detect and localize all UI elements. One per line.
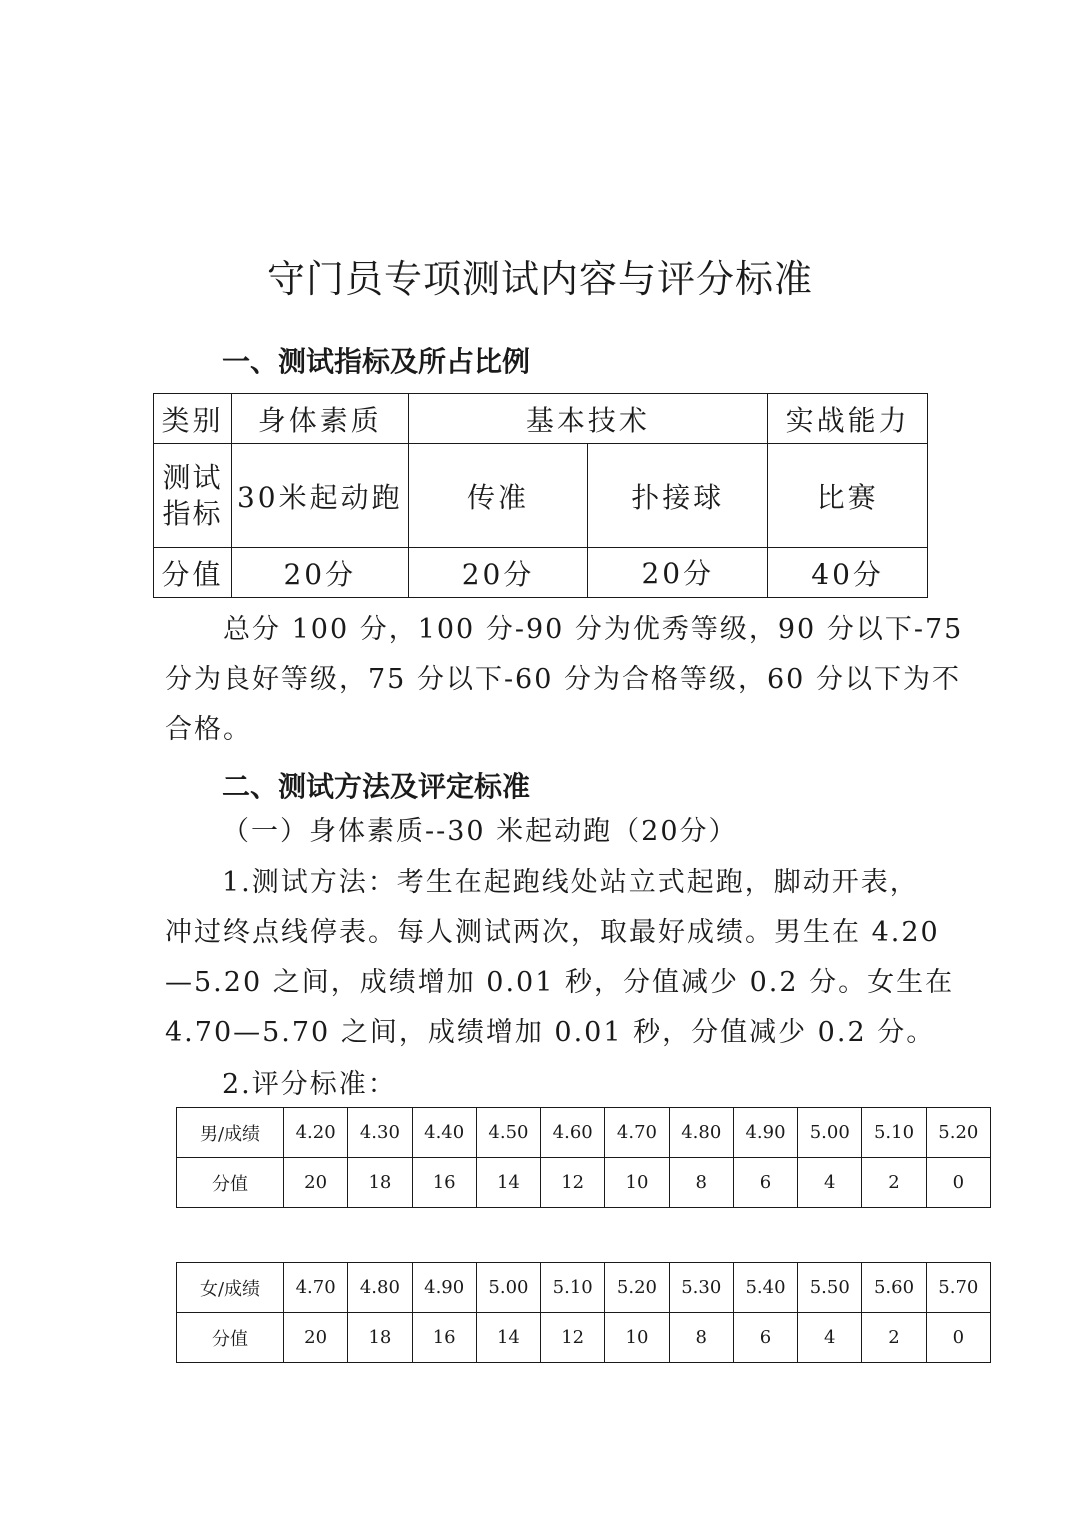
table-cell: 8 (669, 1313, 733, 1363)
table-cell: 4.50 (476, 1108, 540, 1158)
indicator-30m-sprint: 30米起动跑 (231, 444, 408, 548)
method-line-1: 1.测试方法：考生在起跑线处站立式起跑，脚动开表， (222, 867, 919, 898)
criteria-label: 2.评分标准： (222, 1069, 397, 1100)
table-row (154, 548, 928, 598)
method-line-2: 冲过终点线停表。每人测试两次，取最好成绩。男生在 4.20 (165, 917, 940, 948)
category-label: 类别 (154, 394, 232, 444)
table-cell: 4.70 (605, 1108, 669, 1158)
table-row (154, 444, 928, 548)
table-cell: 18 (348, 1158, 412, 1208)
indicator-table (153, 393, 928, 598)
table-cell: 4.80 (669, 1108, 733, 1158)
table-cell: 5.70 (926, 1263, 990, 1313)
table-cell: 5.00 (476, 1263, 540, 1313)
score-physical: 20分 (231, 548, 408, 598)
table-cell: 4.90 (412, 1263, 476, 1313)
table-row (177, 1158, 991, 1208)
physical-quality-header: 身体素质 (231, 394, 408, 444)
table-cell: 6 (733, 1313, 797, 1363)
female-score-label: 分值 (177, 1313, 284, 1363)
table-cell: 14 (476, 1158, 540, 1208)
female-score-table (176, 1262, 991, 1363)
table-row (177, 1108, 991, 1158)
table-cell: 14 (476, 1313, 540, 1363)
table-row (177, 1263, 991, 1313)
table-cell: 0 (926, 1158, 990, 1208)
section2-heading: 二、测试方法及评定标准 (222, 770, 531, 803)
table-cell: 5.10 (862, 1108, 926, 1158)
table-cell: 20 (284, 1158, 348, 1208)
table-cell: 18 (348, 1313, 412, 1363)
method-line-4: 4.70—5.70 之间，成绩增加 0.01 秒，分值减少 0.2 分。 (165, 1017, 936, 1048)
total-score-line-3: 合格。 (165, 714, 252, 745)
score-label: 分值 (154, 548, 232, 598)
section1-heading: 一、测试指标及所占比例 (222, 345, 531, 378)
table-row (154, 394, 928, 444)
indicator-match: 比赛 (768, 444, 928, 548)
basic-technique-header: 基本技术 (408, 394, 768, 444)
score-passing: 20分 (408, 548, 588, 598)
table-cell: 2 (862, 1158, 926, 1208)
score-match: 40分 (768, 548, 928, 598)
male-score-label: 分值 (177, 1158, 284, 1208)
table-cell: 4.30 (348, 1108, 412, 1158)
female-result-header: 女/成绩 (177, 1263, 284, 1313)
table-cell: 12 (541, 1313, 605, 1363)
table-cell: 4.90 (733, 1108, 797, 1158)
table-cell: 5.50 (798, 1263, 862, 1313)
table-cell: 5.60 (862, 1263, 926, 1313)
score-catching: 20分 (588, 548, 768, 598)
table-cell: 4.20 (284, 1108, 348, 1158)
table-cell: 4 (798, 1158, 862, 1208)
combat-ability-header: 实战能力 (768, 394, 928, 444)
male-result-header: 男/成绩 (177, 1108, 284, 1158)
table-cell: 4.70 (284, 1263, 348, 1313)
table-cell: 8 (669, 1158, 733, 1208)
table-cell: 5.40 (733, 1263, 797, 1313)
table-cell: 10 (605, 1158, 669, 1208)
table-cell: 5.00 (798, 1108, 862, 1158)
table-cell: 5.20 (605, 1263, 669, 1313)
male-score-table (176, 1107, 991, 1208)
subsection-1-heading: （一）身体素质--30 米起动跑（20分） (222, 816, 738, 847)
table-cell: 0 (926, 1313, 990, 1363)
table-cell: 16 (412, 1313, 476, 1363)
table-row (177, 1313, 991, 1363)
table-cell: 10 (605, 1313, 669, 1363)
table-cell: 5.30 (669, 1263, 733, 1313)
total-score-line-1: 总分 100 分，100 分-90 分为优秀等级，90 分以下-75 (223, 614, 964, 645)
table-cell: 16 (412, 1158, 476, 1208)
table-cell: 4.80 (348, 1263, 412, 1313)
page-title: 守门员专项测试内容与评分标准 (266, 257, 813, 301)
table-cell: 4.60 (541, 1108, 605, 1158)
table-cell: 5.20 (926, 1108, 990, 1158)
test-indicator-label: 测试 指标 (154, 444, 232, 548)
total-score-line-2: 分为良好等级，75 分以下-60 分为合格等级，60 分以下为不 (165, 664, 961, 695)
table-cell: 20 (284, 1313, 348, 1363)
method-line-3: —5.20 之间，成绩增加 0.01 秒，分值减少 0.2 分。女生在 (165, 967, 955, 998)
table-cell: 4 (798, 1313, 862, 1363)
table-cell: 12 (541, 1158, 605, 1208)
table-cell: 2 (862, 1313, 926, 1363)
table-cell: 6 (733, 1158, 797, 1208)
table-cell: 5.10 (541, 1263, 605, 1313)
indicator-passing: 传准 (408, 444, 588, 548)
table-cell: 4.40 (412, 1108, 476, 1158)
indicator-catching: 扑接球 (588, 444, 768, 548)
